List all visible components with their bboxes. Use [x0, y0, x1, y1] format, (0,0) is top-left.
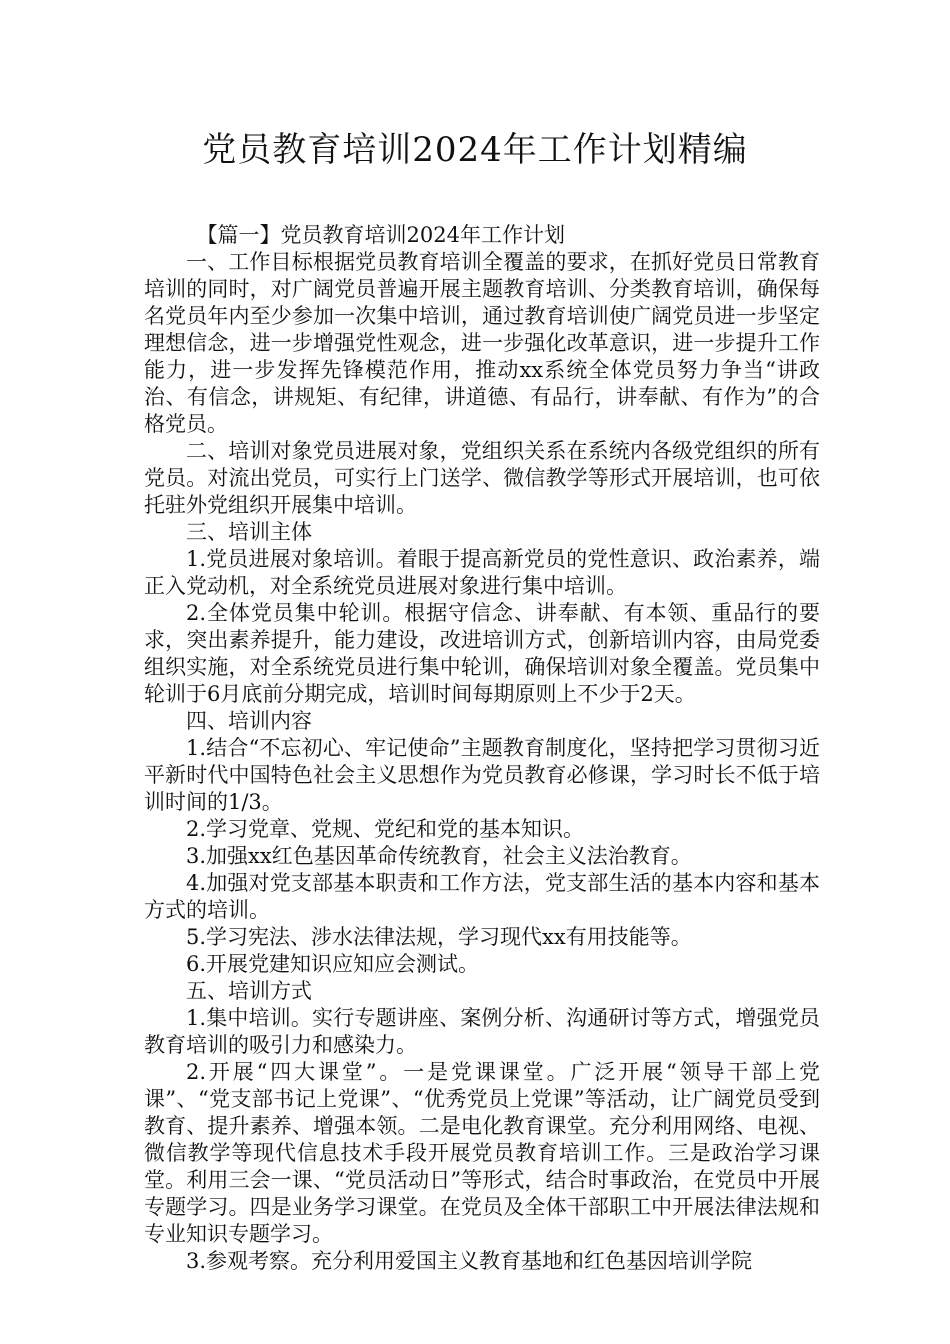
document-title: 党员教育培训2024年工作计划精编 [202, 130, 748, 170]
paragraph: 一、工作目标根据党员教育培训全覆盖的要求，在抓好党员日常教育培训的同时，对广阔党员普遍开展主题教育培训、分类教育培训，确保每名党员年内至少参加一次集中培训，通过教育培训使广阔党员进一步坚定理想信念，进一步增强党性观念，进一步强化改革意识，进一步提升工作能力，进一步发挥先锋模范作用，推动xx系统全体党员努力争当“讲政治、有信念，讲规矩、有纪律，讲道德、有品行，讲奉献、有作为”的合格党员。 [144, 250, 820, 436]
paragraph: 6.开展党建知识应知应会测试。 [186, 952, 480, 976]
paragraph: 二、培训对象党员进展对象，党组织关系在系统内各级党组织的所有党员。对流出党员，可实行上门送学、微信教学等形式开展培训，也可依托驻外党组织开展集中培训。 [144, 439, 820, 517]
paragraph: 3.加强xx红色基因革命传统教育，社会主义法治教育。 [186, 844, 692, 868]
paragraph: 5.学习宪法、涉水法律法规，学习现代xx有用技能等。 [186, 925, 692, 949]
paragraph: 2.学习党章、党规、党纪和党的基本知识。 [186, 817, 585, 841]
paragraph: 1.结合“不忘初心、牢记使命”主题教育制度化，坚持把学习贯彻习近平新时代中国特色社会主义思想作为党员教育必修课，学习时长不低于培训时间的1/3。 [144, 736, 820, 814]
paragraph: 1.党员进展对象培训。着眼于提高新党员的党性意识、政治素养，端正入党动机，对全系统党员进展对象进行集中培训。 [144, 547, 820, 598]
paragraph: 2.全体党员集中轮训。根据守信念、讲奉献、有本领、重品行的要求，突出素养提升，能力建设，改进培训方式，创新培训内容，由局党委组织实施，对全系统党员进行集中轮训，确保培训对象全覆盖。党员集中轮训于6月底前分期完成，培训时间每期原则上不少于2天。 [144, 601, 820, 706]
paragraph: 1.集中培训。实行专题讲座、案例分析、沟通研讨等方式，增强党员教育培训的吸引力和感染力。 [144, 1006, 820, 1057]
section-heading: 三、培训主体 [186, 520, 312, 544]
paragraph: 4.加强对党支部基本职责和工作方法，党支部生活的基本内容和基本方式的培训。 [144, 871, 820, 922]
section-heading: 四、培训内容 [186, 709, 312, 733]
section-heading: 五、培训方式 [186, 979, 312, 1003]
section-heading: 【篇一】党员教育培训2024年工作计划 [196, 223, 565, 247]
document-body [144, 222, 820, 1275]
paragraph: 3.参观考察。充分利用爱国主义教育基地和红色基因培训学院 [186, 1249, 753, 1273]
paragraph: 2.开展“四大课堂”。一是党课课堂。广泛开展“领导干部上党课”、“党支部书记上党课”、“优秀党员上党课”等活动，让广阔党员受到教育、提升素养、增强本领。二是电化教育课堂。充分利用网络、电视、微信教学等现代信息技术手段开展党员教育培训工作。三是政治学习课堂。利用三会一课、“党员活动日”等形式，结合时事政治，在党员中开展专题学习。四是业务学习课堂。在党员及全体干部职工中开展法律法规和专业知识专题学习。 [144, 1060, 820, 1246]
